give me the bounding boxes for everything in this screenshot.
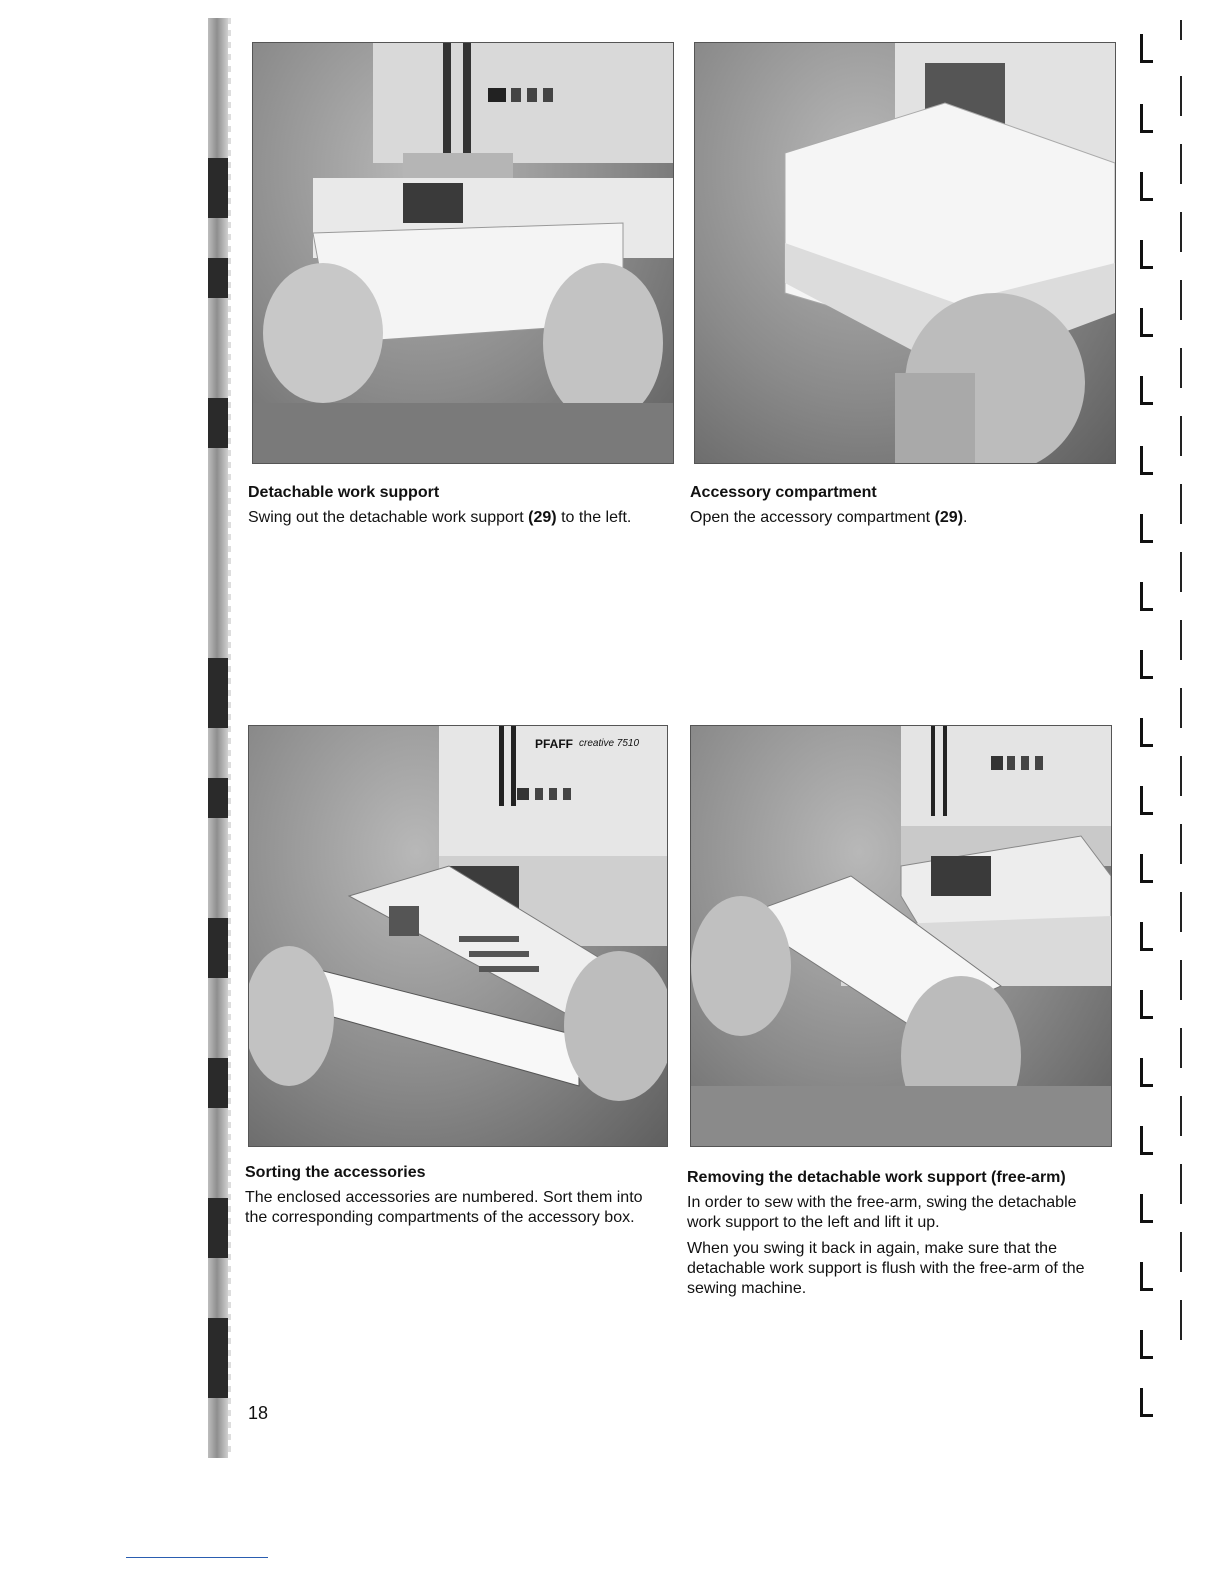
- section-title: Detachable work support: [248, 484, 440, 501]
- page-number: 18: [248, 1403, 269, 1423]
- binder-edge-marks: [1136, 20, 1196, 1410]
- section-body: Open the accessory compartment (29).: [690, 509, 968, 526]
- part-reference: (29): [528, 509, 557, 526]
- section-title: Accessory compartment: [690, 484, 877, 501]
- section-removing-work-support: [687, 1168, 1107, 1305]
- part-reference: (29): [934, 509, 964, 526]
- section-detachable-work-support: [248, 483, 668, 534]
- photo-model-label: creative 7510: [579, 738, 640, 749]
- photo-detachable-work-support: [252, 42, 674, 464]
- section-body: Swing out the detachable work support (29) to the left.: [248, 509, 632, 526]
- section-title: Sorting the accessories: [245, 1164, 426, 1181]
- footer-rule: [126, 1557, 268, 1558]
- edge-tick-marks: [228, 18, 231, 1458]
- photo-accessory-compartment: [694, 42, 1116, 464]
- section-body: When you swing it back in again, make sure that the detachable work support is flush with the free-arm of the sewing machine.: [687, 1240, 1085, 1297]
- section-title: Removing the detachable work support (free-arm): [687, 1169, 1066, 1186]
- section-body: In order to sew with the free-arm, swing the detachable work support to the left and lift it up.: [687, 1194, 1077, 1231]
- photo-removing-work-support: [690, 725, 1112, 1147]
- section-body: The enclosed accessories are numbered. Sort them into the corresponding compartments of the accessory box.: [245, 1189, 643, 1226]
- binding-edge: [208, 18, 228, 1458]
- section-accessory-compartment: [690, 483, 1110, 534]
- photo-sorting-accessories: [248, 725, 668, 1147]
- photo-brand-label: PFAFF: [535, 737, 573, 751]
- section-sorting-accessories: [245, 1163, 665, 1234]
